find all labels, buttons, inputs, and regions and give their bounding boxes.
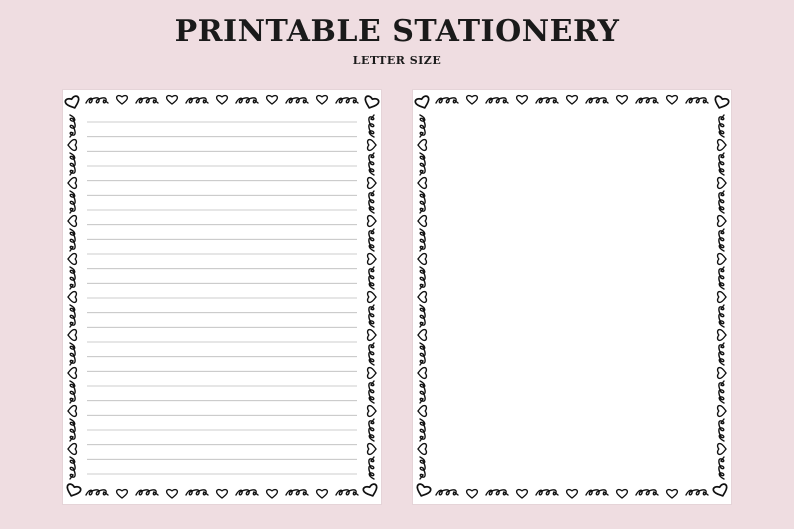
heart-icon <box>718 406 727 417</box>
swirl-icon <box>369 229 374 251</box>
heart-icon <box>667 96 678 105</box>
heart-icon <box>117 490 128 499</box>
swirl-icon <box>236 490 258 495</box>
swirl-icon <box>636 98 658 103</box>
heart-icon <box>617 490 628 499</box>
heart-icon <box>68 140 77 151</box>
heart-icon <box>368 140 377 151</box>
heart-icon <box>718 178 727 189</box>
heart-icon <box>418 330 427 341</box>
heart-icon <box>368 444 377 455</box>
page-title: PRINTABLE STATIONERY <box>174 14 620 49</box>
swirl-icon <box>369 419 374 441</box>
swirl-icon <box>369 305 374 327</box>
swirl-icon <box>70 457 75 479</box>
swirl-icon <box>70 267 75 289</box>
heart-icon <box>317 490 328 499</box>
swirl-icon <box>719 191 724 213</box>
heart-icon <box>68 406 77 417</box>
heart-icon <box>68 330 77 341</box>
swirl-icon <box>686 98 708 103</box>
swirl-icon <box>719 305 724 327</box>
lined-sheet-border <box>63 90 381 504</box>
heart-icon <box>267 96 278 105</box>
heart-icon <box>68 178 77 189</box>
heart-icon <box>718 216 727 227</box>
blank-sheet-border <box>413 90 731 504</box>
swirl-icon <box>70 305 75 327</box>
heart-icon <box>368 178 377 189</box>
heart-icon <box>368 216 377 227</box>
heart-icon <box>418 406 427 417</box>
swirl-icon <box>719 343 724 365</box>
page-subtitle: LETTER SIZE <box>352 54 442 67</box>
swirl-icon <box>286 490 308 495</box>
heart-icon <box>217 96 228 105</box>
swirl-icon <box>369 115 374 137</box>
heart-icon <box>517 490 528 499</box>
blank-stationery-sheet <box>413 90 731 504</box>
swirl-icon <box>336 490 358 495</box>
swirl-icon <box>369 191 374 213</box>
swirl-icon <box>70 381 75 403</box>
heart-icon <box>368 330 377 341</box>
heart-icon <box>467 490 478 499</box>
swirl-icon <box>536 490 558 495</box>
heart-icon <box>65 95 82 110</box>
heart-icon <box>65 483 82 498</box>
heart-icon <box>368 292 377 303</box>
heart-icon <box>68 368 77 379</box>
heart-icon <box>418 140 427 151</box>
heart-icon <box>317 96 328 105</box>
heart-icon <box>718 254 727 265</box>
heart-icon <box>718 444 727 455</box>
heart-icon <box>567 96 578 105</box>
heart-icon <box>167 490 178 499</box>
heart-icon <box>617 96 628 105</box>
heart-icon <box>667 490 678 499</box>
heart-icon <box>68 444 77 455</box>
swirl-icon <box>70 115 75 137</box>
swirl-icon <box>420 381 425 403</box>
swirl-icon <box>420 153 425 175</box>
swirl-icon <box>369 343 374 365</box>
swirl-icon <box>420 115 425 137</box>
heart-icon <box>418 178 427 189</box>
swirl-icon <box>436 490 458 495</box>
swirl-icon <box>420 191 425 213</box>
heart-icon <box>418 368 427 379</box>
swirl-icon <box>236 98 258 103</box>
swirl-icon <box>369 381 374 403</box>
heart-icon <box>517 96 528 105</box>
swirl-icon <box>719 267 724 289</box>
swirl-icon <box>719 153 724 175</box>
swirl-icon <box>70 153 75 175</box>
swirl-icon <box>719 115 724 137</box>
heart-icon <box>415 95 432 110</box>
heart-icon <box>117 96 128 105</box>
swirl-icon <box>286 98 308 103</box>
swirl-icon <box>70 229 75 251</box>
swirl-icon <box>686 490 708 495</box>
swirl-icon <box>136 490 158 495</box>
heart-icon <box>567 490 578 499</box>
heart-icon <box>718 140 727 151</box>
swirl-icon <box>369 153 374 175</box>
swirl-icon <box>336 98 358 103</box>
swirl-icon <box>420 229 425 251</box>
swirl-icon <box>486 98 508 103</box>
swirl-icon <box>86 490 108 495</box>
swirl-icon <box>70 419 75 441</box>
heart-icon <box>368 406 377 417</box>
heart-icon <box>713 95 730 110</box>
swirl-icon <box>586 98 608 103</box>
heart-icon <box>217 490 228 499</box>
heart-icon <box>167 96 178 105</box>
swirl-icon <box>636 490 658 495</box>
heart-icon <box>363 483 380 498</box>
heart-icon <box>718 330 727 341</box>
swirl-icon <box>420 343 425 365</box>
lined-stationery-sheet <box>63 90 381 504</box>
heart-icon <box>363 95 380 110</box>
heart-icon <box>368 254 377 265</box>
swirl-icon <box>136 98 158 103</box>
heart-icon <box>68 292 77 303</box>
heart-icon <box>418 444 427 455</box>
heart-icon <box>415 483 432 498</box>
swirl-icon <box>436 98 458 103</box>
swirl-icon <box>186 98 208 103</box>
heart-icon <box>267 490 278 499</box>
swirl-icon <box>70 191 75 213</box>
swirl-icon <box>536 98 558 103</box>
swirl-icon <box>420 457 425 479</box>
swirl-icon <box>719 419 724 441</box>
heart-icon <box>418 254 427 265</box>
heart-icon <box>368 368 377 379</box>
swirl-icon <box>369 457 374 479</box>
swirl-icon <box>369 267 374 289</box>
swirl-icon <box>70 343 75 365</box>
swirl-icon <box>86 98 108 103</box>
swirl-icon <box>420 419 425 441</box>
swirl-icon <box>719 229 724 251</box>
swirl-icon <box>420 267 425 289</box>
swirl-icon <box>719 381 724 403</box>
swirl-icon <box>420 305 425 327</box>
heart-icon <box>718 368 727 379</box>
heart-icon <box>418 216 427 227</box>
heart-icon <box>68 254 77 265</box>
swirl-icon <box>586 490 608 495</box>
heart-icon <box>713 483 730 498</box>
heart-icon <box>467 96 478 105</box>
swirl-icon <box>486 490 508 495</box>
swirl-icon <box>719 457 724 479</box>
heart-icon <box>68 216 77 227</box>
heart-icon <box>718 292 727 303</box>
heart-icon <box>418 292 427 303</box>
swirl-icon <box>186 490 208 495</box>
